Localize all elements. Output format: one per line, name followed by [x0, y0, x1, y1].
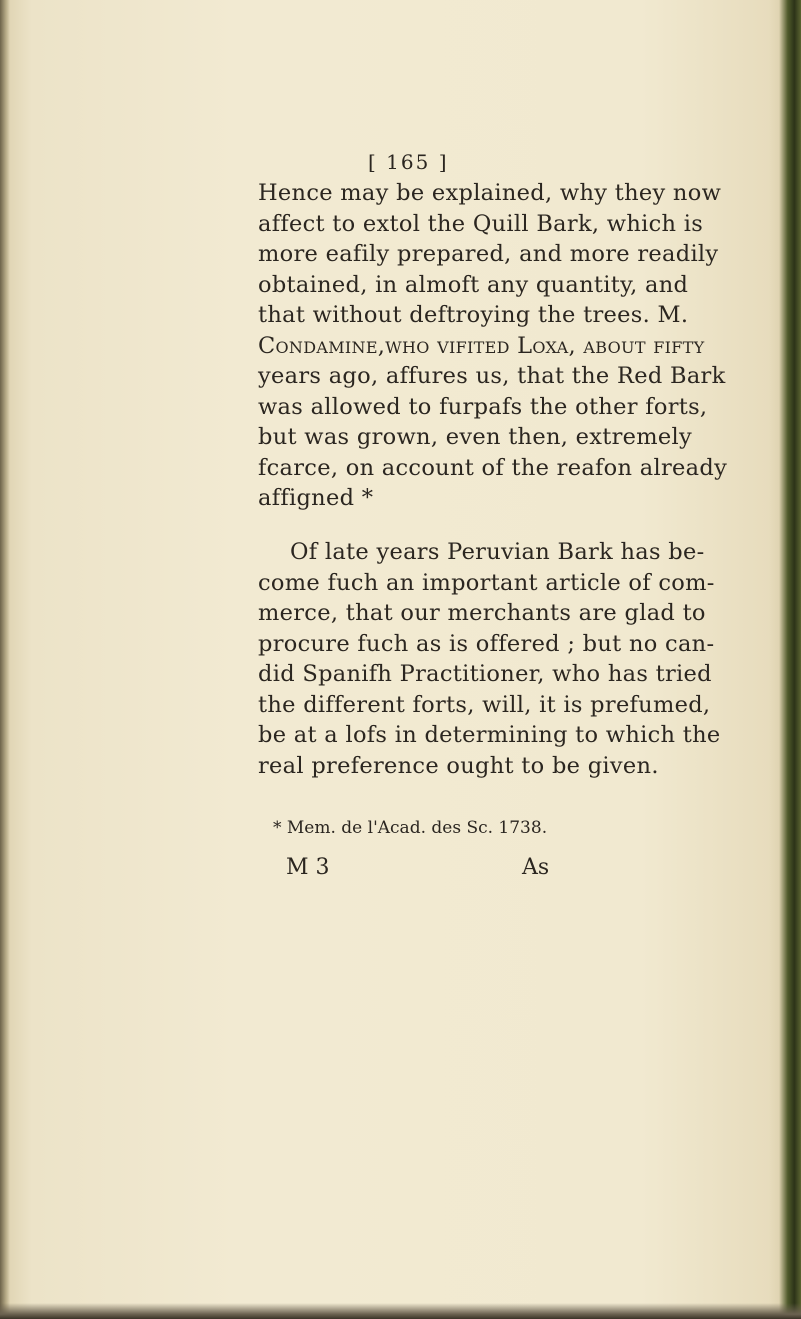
text-line: Condamine,who vifited Loxa, about fifty [258, 333, 705, 359]
text-line: be at a lofs in determining to which the [258, 722, 721, 748]
text-line: affigned * [258, 485, 374, 511]
text-line: years ago, affures us, that the Red Bark [258, 363, 726, 389]
page-number-header: [ 165 ] [368, 150, 449, 174]
text-line: that without deftroying the trees. M. [258, 302, 689, 328]
catchword: As [522, 855, 550, 880]
text-line: real preference ought to be given. [258, 753, 659, 779]
text-line: Of late years Peruvian Bark has be- [290, 539, 705, 565]
footnote: * Mem. de l'Acad. des Sc. 1738. [273, 818, 548, 838]
text-line: fcarce, on account of the reafon already [258, 455, 728, 481]
text-line: affect to extol the Quill Bark, which is [258, 211, 704, 237]
text-line: obtained, in almoft any quantity, and [258, 272, 689, 298]
text-line: come fuch an important article of com- [258, 570, 715, 596]
page-left-edge [0, 0, 10, 1319]
page-bottom-edge [0, 1303, 801, 1319]
signature-mark: M 3 [286, 855, 330, 880]
text-line: Hence may be explained, why they now [258, 180, 722, 206]
text-line: procure fuch as is offered ; but no can- [258, 631, 715, 657]
text-line: more eafily prepared, and more readily [258, 241, 719, 267]
text-line: the different forts, will, it is prefumed, [258, 692, 711, 718]
text-line: was allowed to furpafs the other forts, [258, 394, 708, 420]
text-line: but was grown, even then, extremely [258, 424, 693, 450]
text-line: merce, that our merchants are glad to [258, 600, 706, 626]
page-right-edge [779, 0, 801, 1319]
text-line: did Spanifh Practitioner, who has tried [258, 661, 712, 687]
